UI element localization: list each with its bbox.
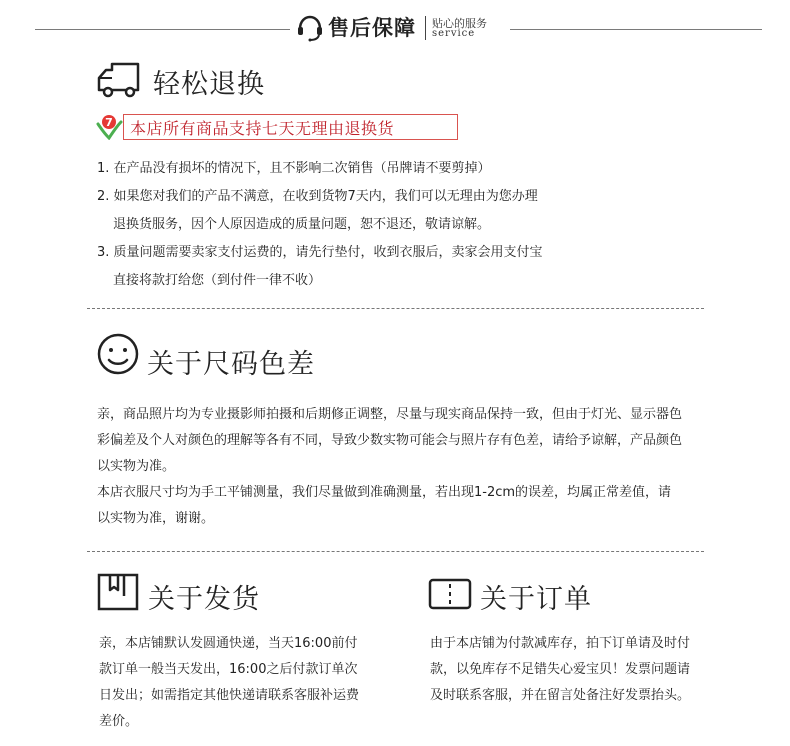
return-section-title: 轻松退换: [153, 69, 265, 100]
return-item-2-cont: 退换货服务，因个人原因造成的质量问题，恕不退还，敬请谅解。: [113, 217, 491, 232]
section-divider-2: [87, 551, 704, 552]
promo-text: 本店所有商品支持七天无理由退换货: [130, 119, 395, 138]
section-divider: [87, 308, 704, 309]
shipping-line-2: 款订单一般当天发出，16:00之后付款订单次: [99, 662, 358, 677]
truck-icon: [96, 60, 142, 100]
shipping-line-3: 日发出；如需指定其他快递请联系客服补运费: [99, 688, 360, 703]
return-item-2: 2. 如果您对我们的产品不满意，在收到货物7天内，我们可以无理由为您办理: [97, 189, 538, 204]
order-line-3: 及时联系客服，并在留言处备注好发票抬头。: [430, 688, 691, 703]
header-subtitle-cn: 贴心的服务: [432, 17, 487, 30]
size-section-title: 关于尺码色差: [147, 349, 315, 380]
shipping-line-1: 亲，本店铺默认发圆通快递，当天16:00前付: [99, 636, 358, 651]
svg-text:7: 7: [105, 116, 113, 129]
size-line-4: 本店衣服尺寸均为手工平铺测量，我们尽量做到准确测量，若出现1-2cm的误差，均属正常差值，请: [97, 485, 672, 500]
return-item-3-cont: 直接将款打给您（到付件一律不收）: [113, 273, 322, 288]
package-box-icon: [97, 572, 141, 612]
header-title: 售后保障: [328, 16, 416, 40]
size-line-1: 亲，商品照片均为专业摄影师拍摄和后期修正调整，尽量与现实商品保持一致，但由于灯光、显示器色: [97, 407, 683, 422]
order-card-icon: [428, 577, 472, 611]
size-line-5: 以实物为准，谢谢。: [97, 511, 215, 526]
size-line-3: 以实物为准。: [97, 459, 176, 474]
order-section-title: 关于订单: [480, 584, 592, 615]
shipping-line-4: 差价。: [99, 714, 139, 729]
smiley-icon: [96, 332, 140, 376]
return-item-1: 1. 在产品没有损坏的情况下，且不影响二次销售（吊牌请不要剪掉）: [97, 161, 491, 176]
headset-icon: [296, 14, 324, 42]
header-subtitle-en: service: [432, 28, 476, 39]
order-line-2: 款，以免库存不足错失心爱宝贝！发票问题请: [430, 662, 691, 677]
header-line-right: [510, 29, 762, 30]
seven-day-badge-icon: [95, 112, 123, 140]
size-line-2: 彩偏差及个人对颜色的理解等各有不同，导致少数实物可能会与照片存有色差，请给予谅解，产品颜色: [97, 433, 683, 448]
shipping-section-title: 关于发货: [148, 584, 260, 615]
header-line-left: [35, 29, 290, 30]
order-line-1: 由于本店铺为付款减库存，拍下订单请及时付: [430, 636, 691, 651]
return-item-3: 3. 质量问题需要卖家支付运费的，请先行垫付，收到衣服后，卖家会用支付宝: [97, 245, 543, 260]
header-separator: [425, 16, 426, 40]
